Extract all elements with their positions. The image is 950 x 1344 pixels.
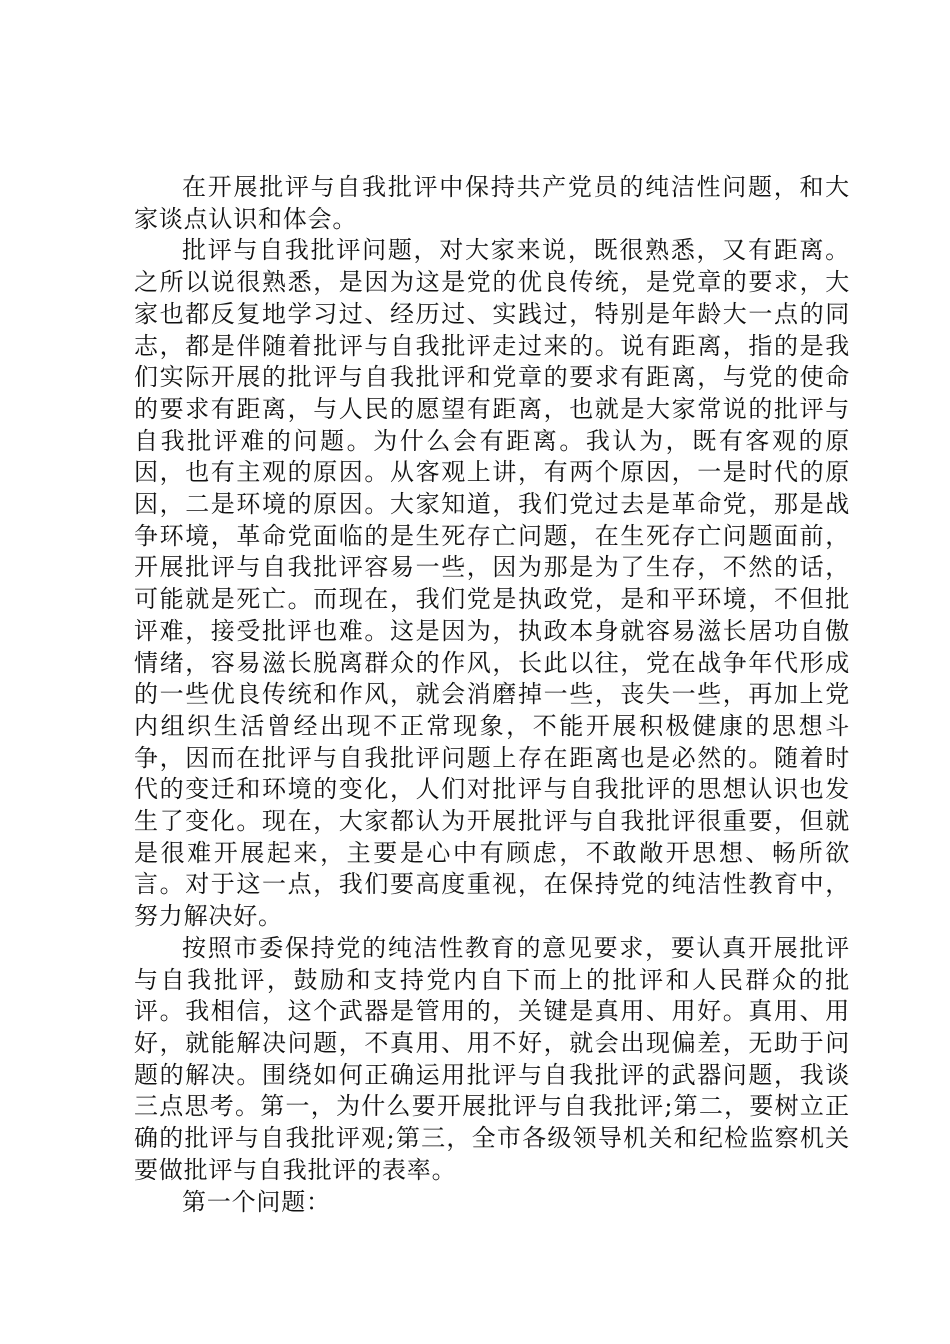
document-body [134,172,850,1218]
paragraph-requirements: 按照市委保持党的纯洁性教育的意见要求，要认真开展批评与自我批评，鼓励和支持党内自下而上的批评和人民群众的批评。我相信，这个武器是管用的，关键是真用、用好。真用、用好，就能解决问题，不真用、用不好，就会出现偏差，无助于问题的解决。围绕如何正确运用批评与自我批评的武器问题，我谈三点思考。第一，为什么要开展批评与自我批评;第二，要树立正确的批评与自我批评观;第三，全市各级领导机关和纪检监察机关要做批评与自我批评的表率。 [134,933,850,1184]
paragraph-first-question: 第一个问题： [182,1187,331,1216]
paragraph-distance: 批评与自我批评问题，对大家来说，既很熟悉，又有距离。之所以说很熟悉，是因为这是党的优良传统，是党章的要求，大家也都反复地学习过、经历过、实践过，特别是年龄大一点的同志，都是伴随着批评与自我批评走过来的。说有距离，指的是我们实际开展的批评与自我批评和党章的要求有距离，与党的使命的要求有距离，与人民的愿望有距离，也就是大家常说的批评与自我批评难的问题。为什么会有距离。我认为，既有客观的原因，也有主观的原因。从客观上讲，有两个原因，一是时代的原因，二是环境的原因。大家知道，我们党过去是革命党，那是战争环境，革命党面临的是生死存亡问题，在生死存亡问题面前，开展批评与自我批评容易一些，因为那是为了生存，不然的话，可能就是死亡。而现在，我们党是执政党，是和平环境，不但批评难，接受批评也难。这是因为，执政本身就容易滋长居功自傲情绪，容易滋长脱离群众的作风，长此以往，党在战争年代形成的一些优良传统和作风，就会消磨掉一些，丧失一些，再加上党内组织生活曾经出现不正常现象，不能开展积极健康的思想斗争，因而在批评与自我批评问题上存在距离也是必然的。随着时代的变迁和环境的变化，人们对批评与自我批评的思想认识也发生了变化。现在，大家都认为开展批评与自我批评很重要，但就是很难开展起来，主要是心中有顾虑，不敢敞开思想、畅所欲言。对于这一点，我们要高度重视，在保持党的纯洁性教育中，努力解决好。 [134,236,850,931]
paragraph-intro: 在开展批评与自我批评中保持共产党员的纯洁性问题，和大家谈点认识和体会。 [134,173,850,233]
